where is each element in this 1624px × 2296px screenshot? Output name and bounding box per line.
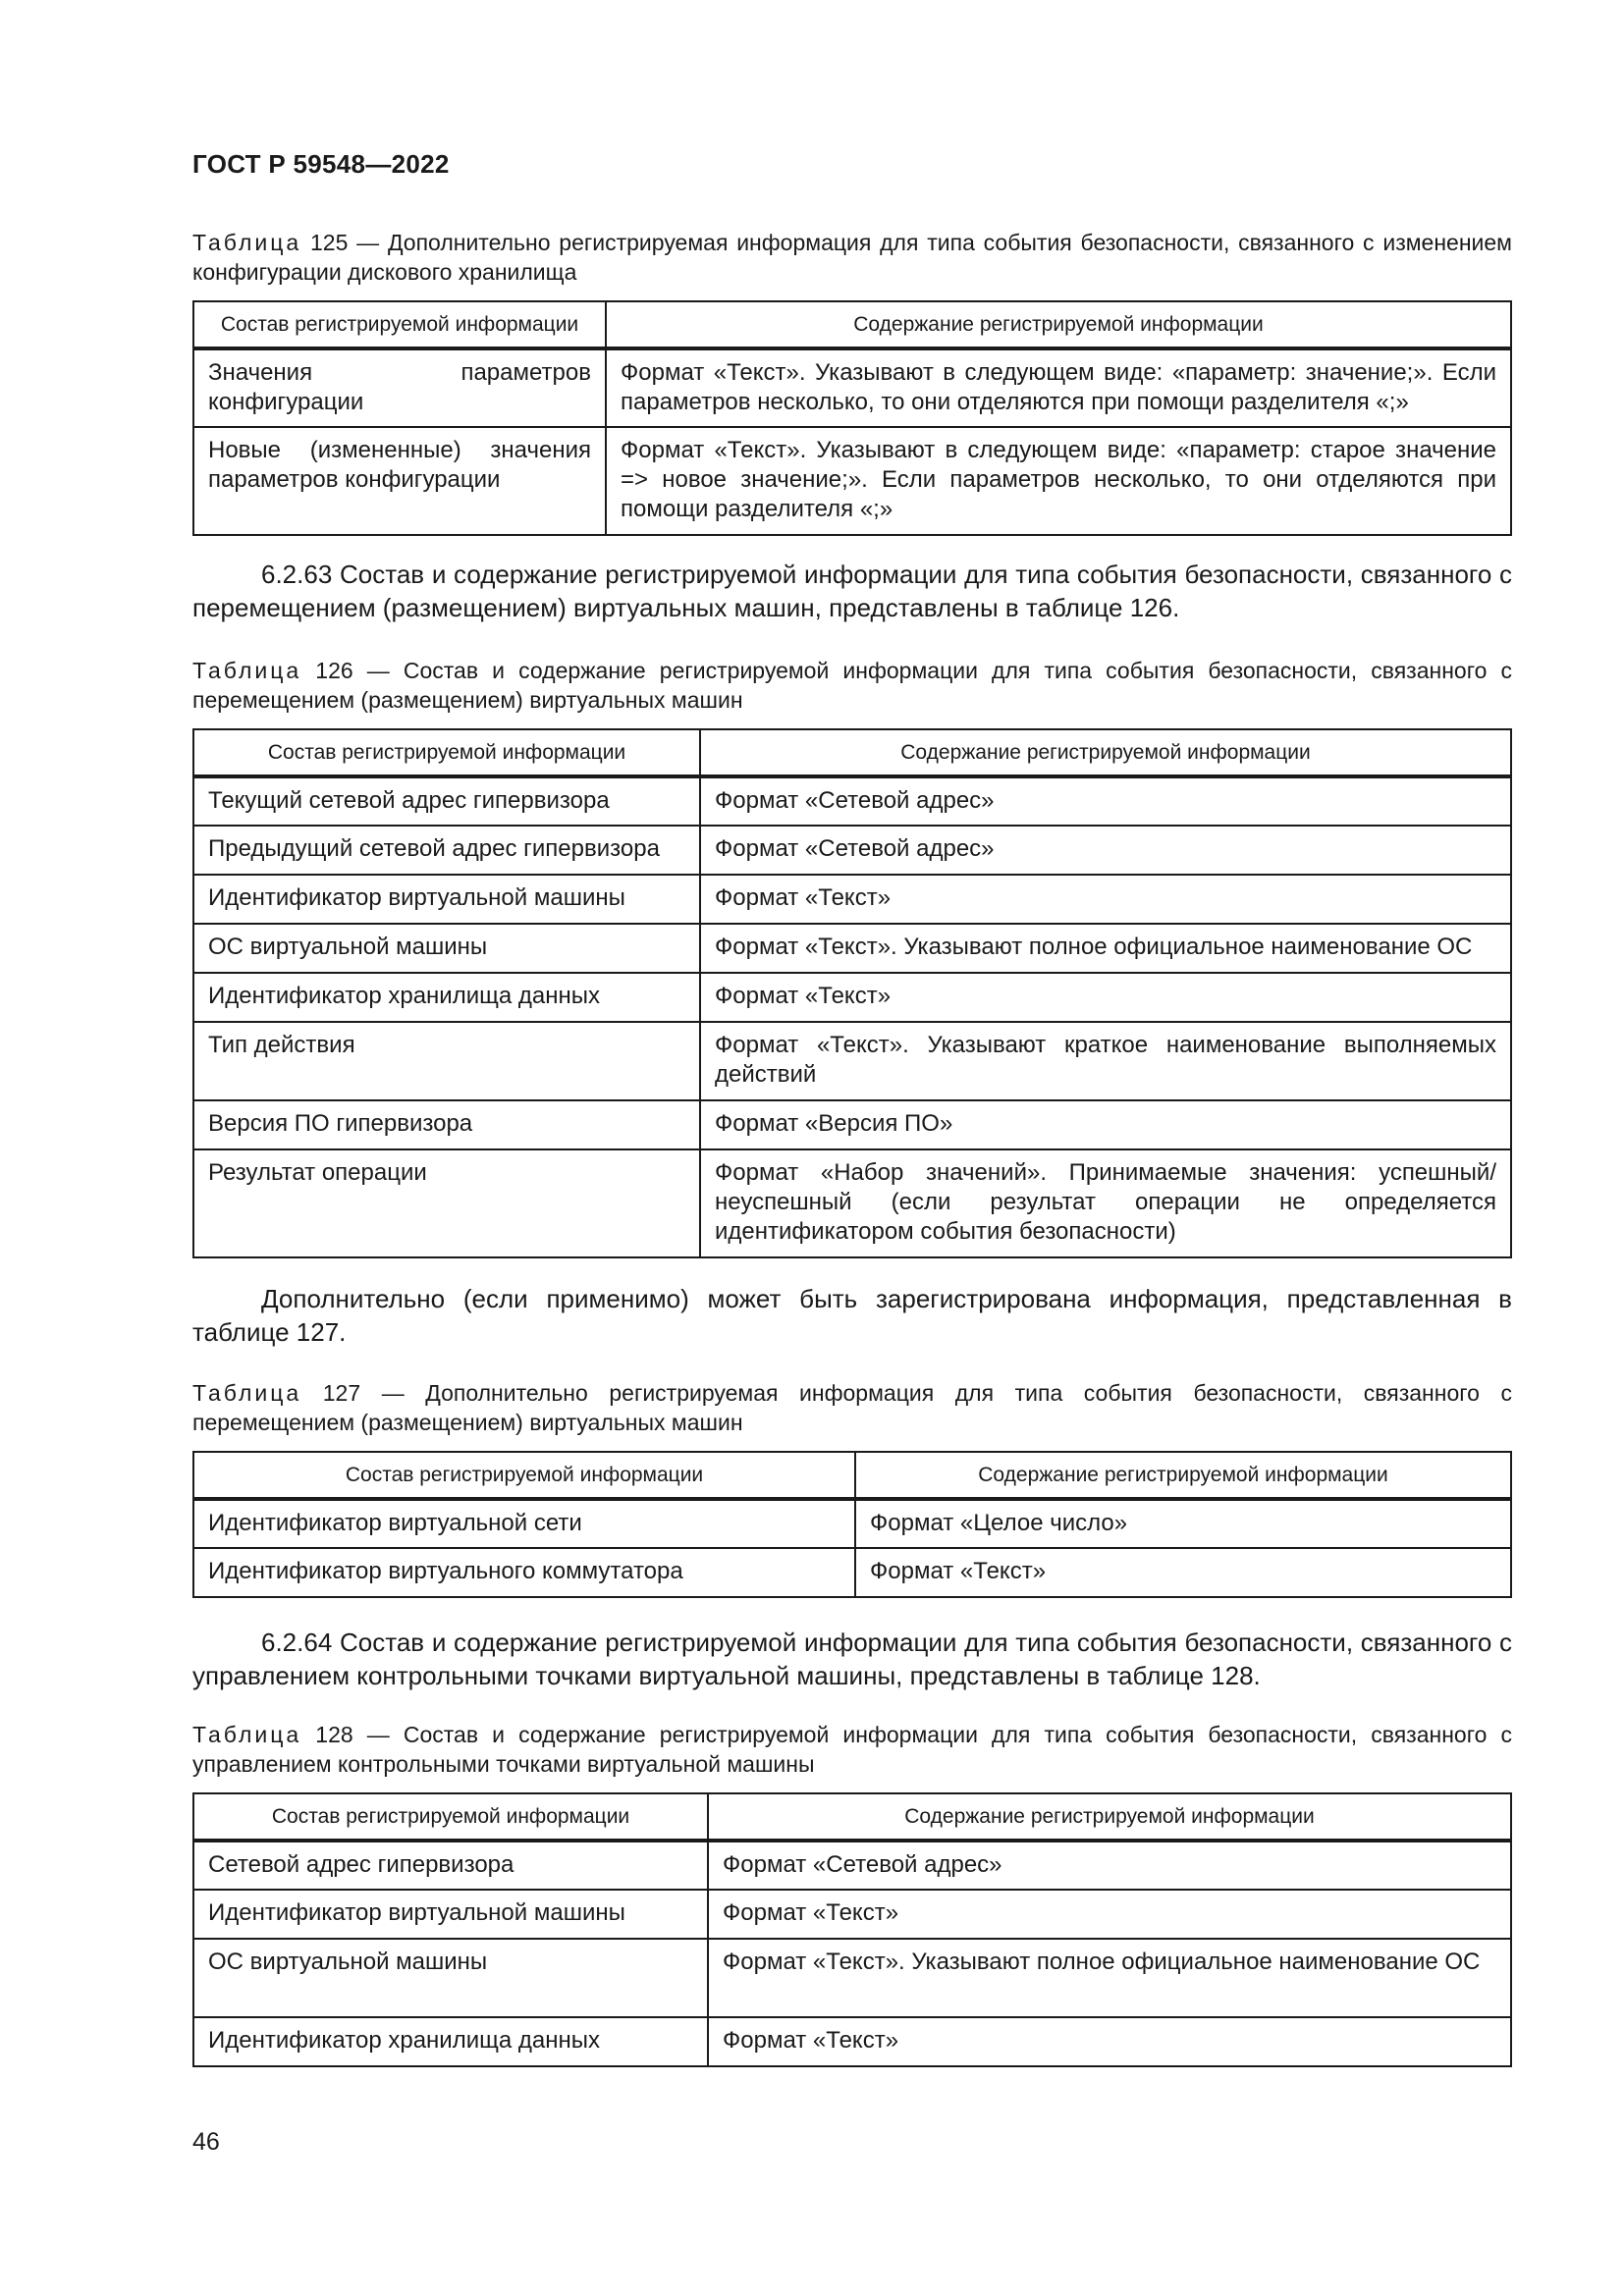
paragraph-6-2-63 [192,558,1512,624]
column-header-composition: Состав регистрируемой информации [193,1793,708,1841]
table-cell: Новые (измененные) значения параметров конфигурации [193,427,606,535]
table-row [193,1149,1511,1257]
paragraph-additional [192,1282,1512,1349]
table-cell: Формат «Сетевой адрес» [700,826,1511,875]
table-cell: Формат «Текст» [700,875,1511,924]
table-cell: ОС виртуальной машины [193,924,700,973]
paragraph-text: Дополнительно (если применимо) может быть зарегистрирована информация, представленная в таблице 127. [192,1284,1512,1347]
table-cell: Формат «Текст». Указывают в следующем виде: «параметр: старое значение => новое значение;». Если параметров несколько, то они отделяются при помощи разделителя «;» [606,427,1511,535]
table-row [193,924,1511,973]
table-126-caption [192,656,1512,715]
table-128-caption [192,1720,1512,1779]
table-caption-prefix: Таблица [192,230,302,255]
table-cell: Формат «Текст». Указывают полное официальное наименование ОС [700,924,1511,973]
table-row [193,776,1511,826]
table-cell: ОС виртуальной машины [193,1939,708,2017]
column-header-composition: Состав регистрируемой информации [193,301,606,348]
table-caption-prefix: Таблица [192,658,302,683]
table-cell: Формат «Сетевой адрес» [700,776,1511,826]
table-row [193,1841,1511,1890]
table-cell: Идентификатор виртуальной машины [193,875,700,924]
paragraph-6-2-64 [192,1626,1512,1692]
table-row [193,348,1511,427]
table-row [193,875,1511,924]
table-cell: Предыдущий сетевой адрес гипервизора [193,826,700,875]
table-cell: Значения параметров конфигурации [193,348,606,427]
table-cell: Тип действия [193,1022,700,1100]
table-cell: Формат «Набор значений». Принимаемые значения: успешный/неуспешный (если результат операции не определяется идентификатором события безопасности) [700,1149,1511,1257]
table-125-caption [192,228,1512,287]
column-header-content: Содержание регистрируемой информации [700,729,1511,776]
page-number: 46 [192,2128,220,2156]
paragraph-text: 6.2.64 Состав и содержание регистрируемой информации для типа события безопасности, связанного с управлением контрольными точками виртуальной машины, представлены в таблице 128. [192,1628,1512,1690]
column-header-content: Содержание регистрируемой информации [855,1452,1511,1499]
table-cell: Идентификатор хранилища данных [193,2017,708,2066]
table-127 [192,1451,1512,1598]
page-header: ГОСТ Р 59548—2022 [192,149,450,179]
table-cell: Формат «Текст». Указывают краткое наименование выполняемых действий [700,1022,1511,1100]
table-cell: Текущий сетевой адрес гипервизора [193,776,700,826]
table-caption-prefix: Таблица [192,1380,302,1406]
table-127-caption [192,1378,1512,1437]
table-row [193,2017,1511,2066]
table-row [193,1548,1511,1597]
table-row [193,826,1511,875]
table-row [193,1890,1511,1939]
table-caption-text: 127 — Дополнительно регистрируемая информация для типа события безопасности, связанного с перемещением (размещением) виртуальных машин [192,1380,1512,1435]
table-cell: Формат «Версия ПО» [700,1100,1511,1149]
table-cell: Формат «Текст» [855,1548,1511,1597]
table-cell: Формат «Сетевой адрес» [708,1841,1511,1890]
table-row [193,1100,1511,1149]
table-cell: Формат «Текст». Указывают в следующем виде: «параметр: значение;». Если параметров несколько, то они отделяются при помощи разделителя «;» [606,348,1511,427]
table-row [193,1022,1511,1100]
table-row [193,1499,1511,1548]
table-cell: Сетевой адрес гипервизора [193,1841,708,1890]
table-cell: Идентификатор виртуального коммутатора [193,1548,855,1597]
table-cell: Идентификатор хранилища данных [193,973,700,1022]
table-caption-text: 126 — Состав и содержание регистрируемой информации для типа события безопасности, связанного с перемещением (размещением) виртуальных машин [192,658,1512,713]
table-cell: Версия ПО гипервизора [193,1100,700,1149]
table-cell: Идентификатор виртуальной сети [193,1499,855,1548]
table-125 [192,300,1512,536]
column-header-composition: Состав регистрируемой информации [193,1452,855,1499]
table-row [193,973,1511,1022]
table-cell: Идентификатор виртуальной машины [193,1890,708,1939]
table-row [193,1939,1511,2017]
table-row [193,427,1511,535]
table-cell: Формат «Текст». Указывают полное официальное наименование ОС [708,1939,1511,2017]
table-cell: Формат «Целое число» [855,1499,1511,1548]
table-cell: Результат операции [193,1149,700,1257]
table-cell: Формат «Текст» [708,1890,1511,1939]
table-126 [192,728,1512,1258]
column-header-composition: Состав регистрируемой информации [193,729,700,776]
table-128 [192,1792,1512,2067]
table-cell: Формат «Текст» [708,2017,1511,2066]
column-header-content: Содержание регистрируемой информации [606,301,1511,348]
table-caption-text: 128 — Состав и содержание регистрируемой информации для типа события безопасности, связанного с управлением контрольными точками виртуальной машины [192,1722,1512,1777]
column-header-content: Содержание регистрируемой информации [708,1793,1511,1841]
table-cell: Формат «Текст» [700,973,1511,1022]
table-caption-prefix: Таблица [192,1722,302,1747]
paragraph-text: 6.2.63 Состав и содержание регистрируемой информации для типа события безопасности, связанного с перемещением (размещением) виртуальных машин, представлены в таблице 126. [192,560,1512,622]
table-caption-text: 125 — Дополнительно регистрируемая информация для типа события безопасности, связанного с изменением конфигурации дискового хранилища [192,230,1512,285]
